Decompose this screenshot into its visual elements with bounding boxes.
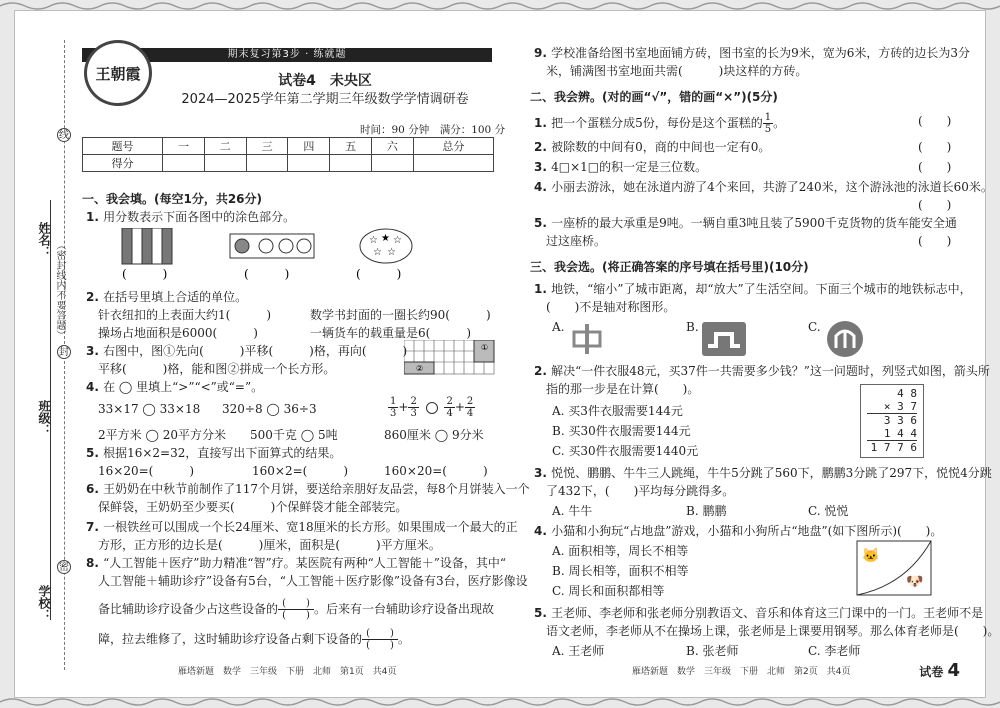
score-header: 五	[330, 138, 372, 155]
option-c-label: C.	[808, 320, 821, 334]
question-8-line2: 人工智能＋辅助诊疗”设备有5台，“人工智能＋医疗影像”设备有3台，医疗影像设	[98, 574, 528, 588]
svg-text:☆: ☆	[373, 247, 382, 258]
question-7: 7. 一根铁丝可以围成一个长24厘米、宽18厘米的长方形。如果围成一个最大的正	[86, 520, 518, 534]
q2-item-c: 操场占地面积是6000( )	[98, 326, 258, 340]
judge-3: 3. 4□×1□的积一定是三位数。	[534, 160, 708, 174]
paper-number-badge: 试卷 4	[919, 660, 960, 681]
choice-4: 4. 小猫和小狗玩“占地盘”游戏，小猫和小狗所占“地盘”(如下图所示)( )。	[534, 524, 943, 538]
school-label: 学校：	[37, 585, 51, 621]
section-3-title: 三、我会选。(将正确答案的序号填在括号里)(10分)	[530, 260, 809, 274]
svg-text:★: ★	[381, 233, 390, 244]
option-a-label: A.	[552, 320, 565, 334]
footer-left: 雁塔新题 数学 三年级 下册 北师 第1页 共4页	[178, 667, 397, 677]
score-header: 题号	[83, 138, 163, 155]
time-info: 时间：90 分钟 满分：100 分	[360, 124, 506, 136]
calc-line: × 3 7	[867, 400, 917, 414]
metro-logo-a-icon	[570, 322, 604, 356]
choice-5-option-c: C. 李老师	[808, 644, 861, 658]
judge-2: 2. 被除数的中间有0，商的中间也一定有0。	[534, 140, 771, 154]
score-header: 六	[372, 138, 414, 155]
choice-3-option-c: C. 悦悦	[808, 504, 849, 518]
judge-5-answer[interactable]: ( )	[918, 234, 952, 248]
svg-text:🐶: 🐶	[906, 574, 924, 590]
cat-dog-territory-figure	[856, 540, 932, 596]
seal-tag-seal: 封	[59, 347, 69, 358]
vertical-calculation	[860, 384, 924, 458]
q4-item-6: 860厘米 ◯ 9分米	[384, 428, 484, 442]
choice-3-option-b: B. 鹏鹏	[686, 504, 727, 518]
svg-text:🐱: 🐱	[862, 548, 880, 564]
choice-2-option-b: B. 买30件衣服需要144元	[552, 424, 691, 438]
stars-oval-figure	[360, 229, 412, 263]
question-8-line4: 障，拉去维修了，这时辅助诊疗设备占剩下设备的 $\frac{( )}{( )}$ 。	[98, 628, 411, 651]
score-header: 一	[163, 138, 205, 155]
question-8: 8. “人工智能＋医疗”助力精准“智”疗。某医院有两种“人工智能＋”设备，其中“	[86, 556, 507, 570]
score-cell[interactable]	[163, 155, 205, 172]
question-6-cont: 保鲜袋，王奶奶至少要买( )个保鲜袋才能全部装完。	[98, 500, 408, 514]
question-8-line3: 备比辅助诊疗设备少占这些设备的 $\frac{( )}{( )}$ 。后来有一台辅助诊疗设备出现故	[98, 598, 495, 621]
judge-2-answer[interactable]: ( )	[918, 140, 952, 154]
question-5: 5. 根据16×2=32，直接写出下面算式的结果。	[86, 446, 342, 460]
judge-3-answer[interactable]: ( )	[918, 160, 952, 174]
judge-5-cont: 过这座桥。	[546, 234, 607, 248]
metro-logo-b-icon	[702, 322, 746, 356]
q5-item-3: 160×20=( )	[384, 464, 488, 478]
choice-4-option-a: A. 面积相等，周长不相等	[552, 544, 689, 558]
bottom-wavy-border	[0, 696, 1000, 708]
svg-text:( ): ( )	[356, 267, 402, 281]
score-header: 四	[288, 138, 330, 155]
score-table	[82, 137, 494, 172]
choice-2-cont: 指的那一步是在计算( )。	[546, 382, 700, 396]
svg-text:☆: ☆	[387, 247, 396, 258]
q2-item-b: 数学书封面的一圈长约90( )	[310, 308, 491, 322]
score-header: 三	[246, 138, 288, 155]
question-6: 6. 王奶奶在中秋节前制作了117个月饼，要送给亲朋好友品尝，每8个月饼装入一个	[86, 482, 530, 496]
score-header: 总分	[413, 138, 493, 155]
score-row-label: 得分	[83, 155, 163, 172]
footer-right: 雁塔新题 数学 三年级 下册 北师 第2页 共4页	[632, 667, 851, 677]
choice-5-option-b: B. 张老师	[686, 644, 739, 658]
class-label: 班级：	[37, 400, 51, 436]
question-3-cont: 平移( )格，能和图②拼成一个长方形。	[98, 362, 336, 376]
option-b-label: B.	[686, 320, 699, 334]
paper-title: 试卷4 未央区	[278, 73, 372, 89]
q2-item-a: 针衣纽扣的上表面大约1( )	[98, 308, 271, 322]
fraction-figures	[118, 228, 418, 284]
section-1-title: 一、我会填。(每空1分，共26分)	[82, 192, 263, 206]
score-cell[interactable]	[288, 155, 330, 172]
choice-5-cont: 语文老师，李老师从不在操场上课，张老师是上课要用钢琴。那么体育老师是( )。	[546, 624, 1000, 638]
question-2: 2. 在括号里填上合适的单位。	[86, 290, 248, 304]
judge-1: 1. 把一个蛋糕分成5份，每份是这个蛋糕的 $\frac{1}{5}$ 。	[534, 112, 786, 135]
choice-3-cont: 了432下，( )平均每分跳得多。	[546, 484, 735, 498]
svg-text:①: ①	[481, 343, 489, 352]
score-cell[interactable]	[372, 155, 414, 172]
calc-line: 3 3 6	[883, 414, 917, 427]
rect-strips-figure	[122, 228, 172, 264]
q4-item-1: 33×17 ◯ 33×18	[98, 402, 201, 416]
section-2-title: 二、我会辨。(对的画“√”，错的画“×”)(5分)	[530, 90, 778, 104]
calc-line: 1 4 4	[867, 427, 917, 441]
choice-4-option-c: C. 周长和面积都相等	[552, 584, 665, 598]
logo: 王朝霞	[84, 40, 152, 106]
q5-item-2: 160×2=( )	[252, 464, 349, 478]
choice-1: 1. 地铁，“缩小”了城市距离，却“放大”了生活空间。下面三个城市的地铁标志中，	[534, 282, 972, 296]
header-band: 期末复习第3步 · 练就题	[82, 48, 492, 62]
seal-note: （密封线内不要答题）	[54, 240, 65, 340]
judge-1-answer[interactable]: ( )	[918, 114, 952, 128]
svg-text:☆: ☆	[393, 235, 402, 246]
choice-3: 3. 悦悦、鹏鹏、牛牛三人跳绳，牛牛5分跳了560下，鹏鹏3分跳了297下，悦悦4分跳	[534, 466, 992, 480]
calc-line: 1 7 7 6	[870, 441, 917, 454]
q4-item-4: 2平方米 ◯ 20平方分米	[98, 428, 226, 442]
score-cell[interactable]	[246, 155, 288, 172]
question-3: 3. 右图中，图①先向( )平移( )格，再向( )	[86, 344, 408, 358]
paper-subtitle: 2024—2025学年第二学期三年级数学学情调研卷	[181, 92, 469, 107]
question-4: 4. 在 ◯ 里填上“>”“<”或“=”。	[86, 380, 264, 394]
q4-item-5: 500千克 ◯ 5吨	[250, 428, 338, 442]
judge-4: 4. 小丽去游泳，她在泳道内游了4个来回，共游了240米，这个游泳池的泳道长60米。	[534, 180, 993, 194]
judge-5: 5. 一座桥的最大承重是9吨。一辆自重3吨且装了5900千克货物的货车能安全通	[534, 216, 957, 230]
question-9: 9. 学校准备给图书室地面铺方砖，图书室的长为9米，宽为6米，方砖的边长为3分	[534, 46, 971, 60]
metro-logo-c-icon	[826, 320, 864, 358]
q2-item-d: 一辆货车的载重量是6( )	[310, 326, 471, 340]
svg-text:( ): ( )	[122, 267, 168, 281]
score-header: 二	[204, 138, 246, 155]
name-label: 姓名：	[37, 222, 51, 258]
q4-item-3-fractions: $\frac{1}{3}$ + $\frac{2}{3}$ $\frac{2}{4}$ + $\frac{2}{4}$	[390, 396, 474, 419]
judge-4-answer[interactable]: ( )	[918, 198, 952, 212]
score-cell[interactable]	[204, 155, 246, 172]
question-1: 1. 用分数表示下面各图中的涂色部分。	[86, 210, 296, 224]
choice-5: 5. 王老师、李老师和张老师分别教语文、音乐和体育这三门课中的一门。王老师不是	[534, 606, 984, 620]
choice-2: 2. 解决“一件衣服48元，买37件一共需要多少钱？”这一问题时，列竖式如图，箭头所	[534, 364, 990, 378]
q4-item-2: 320÷8 ◯ 36÷3	[222, 402, 317, 416]
choice-3-option-a: A. 牛牛	[552, 504, 593, 518]
grid-figure	[404, 340, 496, 376]
choice-2-option-a: A. 买3件衣服需要144元	[552, 404, 683, 418]
q5-item-1: 16×20=( )	[98, 464, 195, 478]
svg-text:☆: ☆	[369, 235, 378, 246]
choice-4-option-b: B. 周长相等，面积不相等	[552, 564, 689, 578]
calc-line: 4 8	[897, 387, 917, 400]
seal-tag-secret: 密	[59, 562, 69, 573]
choice-1-cont: ( )不是轴对称图形。	[546, 300, 676, 314]
question-7-cont: 方形，正方形的边长是( )厘米，面积是( )平方厘米。	[98, 538, 441, 552]
svg-text:( ): ( )	[244, 267, 290, 281]
score-cell[interactable]	[330, 155, 372, 172]
choice-2-option-c: C. 买30件衣服需要1440元	[552, 444, 699, 458]
score-cell[interactable]	[413, 155, 493, 172]
circles-figure	[230, 234, 314, 258]
seal-tag-line: 线	[59, 130, 69, 141]
svg-text:②: ②	[416, 364, 424, 373]
question-9-cont: 米，铺满图书室地面共需( )块这样的方砖。	[546, 64, 808, 78]
choice-5-option-a: A. 王老师	[552, 644, 605, 658]
